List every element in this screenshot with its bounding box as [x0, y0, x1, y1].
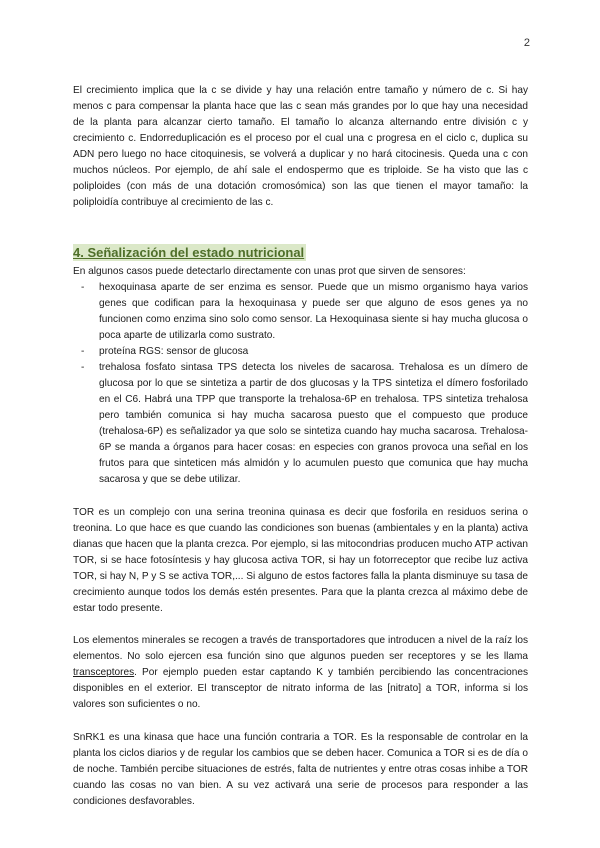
section-heading-wrapper	[73, 244, 528, 263]
paragraph-snrk1: SnRK1 es una kinasa que hace una función contraria a TOR. Es la responsable de controlar en la planta los ciclos diarios y de regular los cambios que se deben hacer. Comunica a TOR si es de día o de noche. También percibe situaciones de estrés, falta de nutrientes y entre otras cosas inhibe a TOR cuando las cosas no van bien. A su vez activará una serie de procesos para responder a las condiciones desfavorables.	[73, 732, 528, 807]
minerals-text-before: Los elementos minerales se recogen a través de transportadores que introducen a nivel de la raíz los elementos. No solo ejercen esa función sino que algunos pueden ser receptores y se les llama	[73, 635, 528, 662]
section-heading: 4. Señalización del estado nutricional	[73, 245, 305, 260]
bullet-marker: -	[81, 346, 85, 357]
list-item	[81, 360, 528, 488]
bullet-marker: -	[81, 282, 85, 293]
list-item	[81, 344, 528, 360]
paragraph-tor: TOR es un complejo con una serina treonina quinasa es decir que fosforila en residuos serina o treonina. Lo que hace es que cuando las condiciones son buenas (ambientales y en la planta) activa dianas que hacen que la planta crezca. Por ejemplo, si las mitocondrias producen mucho ATP activan TOR, si se hace fotosíntesis y hay glucosa activa TOR, si hay un fotorreceptor que recibe luz activa TOR, si hay N, P y S se activa TOR,... Si alguno de estos factores falla la planta disminuye su tasa de crecimiento aunque todos los demás estén presentes. Para que la planta crezca al máximo debe de estar todo presente.	[73, 507, 528, 614]
list-item	[81, 280, 528, 344]
sensor-list	[73, 280, 528, 488]
list-item-text: trehalosa fosfato sintasa TPS detecta los niveles de sacarosa. Trehalosa es un dímero de glucosa por lo que se sintetiza a partir de dos glucosas y la TPS sintetiza el dímero fosforilado en el C6. Habrá una TPP que transporte la trehalosa-6P en trehalosa. TPS sintetiza trehalosa pero también comunica si hay mucha sacarosa puesto que el compuesto que produce (trehalosa-6P) es señalizador ya que solo se sintetiza cuando hay mucha sacarosa. Trehalosa-6P se manda a órganos para hacer cosas: en especies con granos provoca una señal en los frutos para que sinteticen más almidón y lo acumulen puesto que comunica que hay mucha sacarosa y que se debe utilizar.	[99, 362, 528, 485]
list-item-text: proteína RGS: sensor de glucosa	[99, 346, 249, 357]
document-body	[73, 83, 528, 810]
list-item-text: hexoquinasa aparte de ser enzima es sensor. Puede que un mismo organismo haya varios genes que codifican para la hexoquinasa y puede ser que alguno de esos genes ya no funcionen como enzima sino solo como sensor. La Hexoquinasa siente si hay mucha glucosa o poca aparte de utilizarla como sustrato.	[99, 282, 528, 341]
term-transceptores: transceptores	[73, 667, 135, 678]
minerals-text-after: . Por ejemplo pueden estar captando K y también percibiendo las concentraciones disponibles en el exterior. El transceptor de nitrato informa de las [nitrato] a TOR, informa si los valores son suficientes o no.	[73, 667, 528, 710]
paragraph-intro: En algunos casos puede detectarlo directamente con unas prot que sirven de sensores:	[73, 266, 466, 277]
bullet-marker: -	[81, 362, 85, 373]
page-number: 2	[523, 37, 530, 49]
paragraph-growth: El crecimiento implica que la c se divide y hay una relación entre tamaño y número de c. Si hay menos c para compensar la planta hace que las c sean más grandes por lo que hay una necesidad de la planta para alcanzar cierto tamaño. El tamaño lo alcanza alternando entre división c y crecimiento c. Endorreduplicación es el proceso por el cual una c progresa en el ciclo c, duplica su ADN pero luego no hace citoquinesis, se volverá a duplicar y no hará citocinesis. Queda una c con muchos núcleos. Por ejemplo, de ahí sale el endospermo que es triploide. Se ha visto que las c poliploides (con más de una dotación cromosómica) son las que tienen el mayor tamaño: la poliploidía contribuye al crecimiento de las c.	[73, 85, 528, 208]
paragraph-minerals	[73, 633, 528, 713]
